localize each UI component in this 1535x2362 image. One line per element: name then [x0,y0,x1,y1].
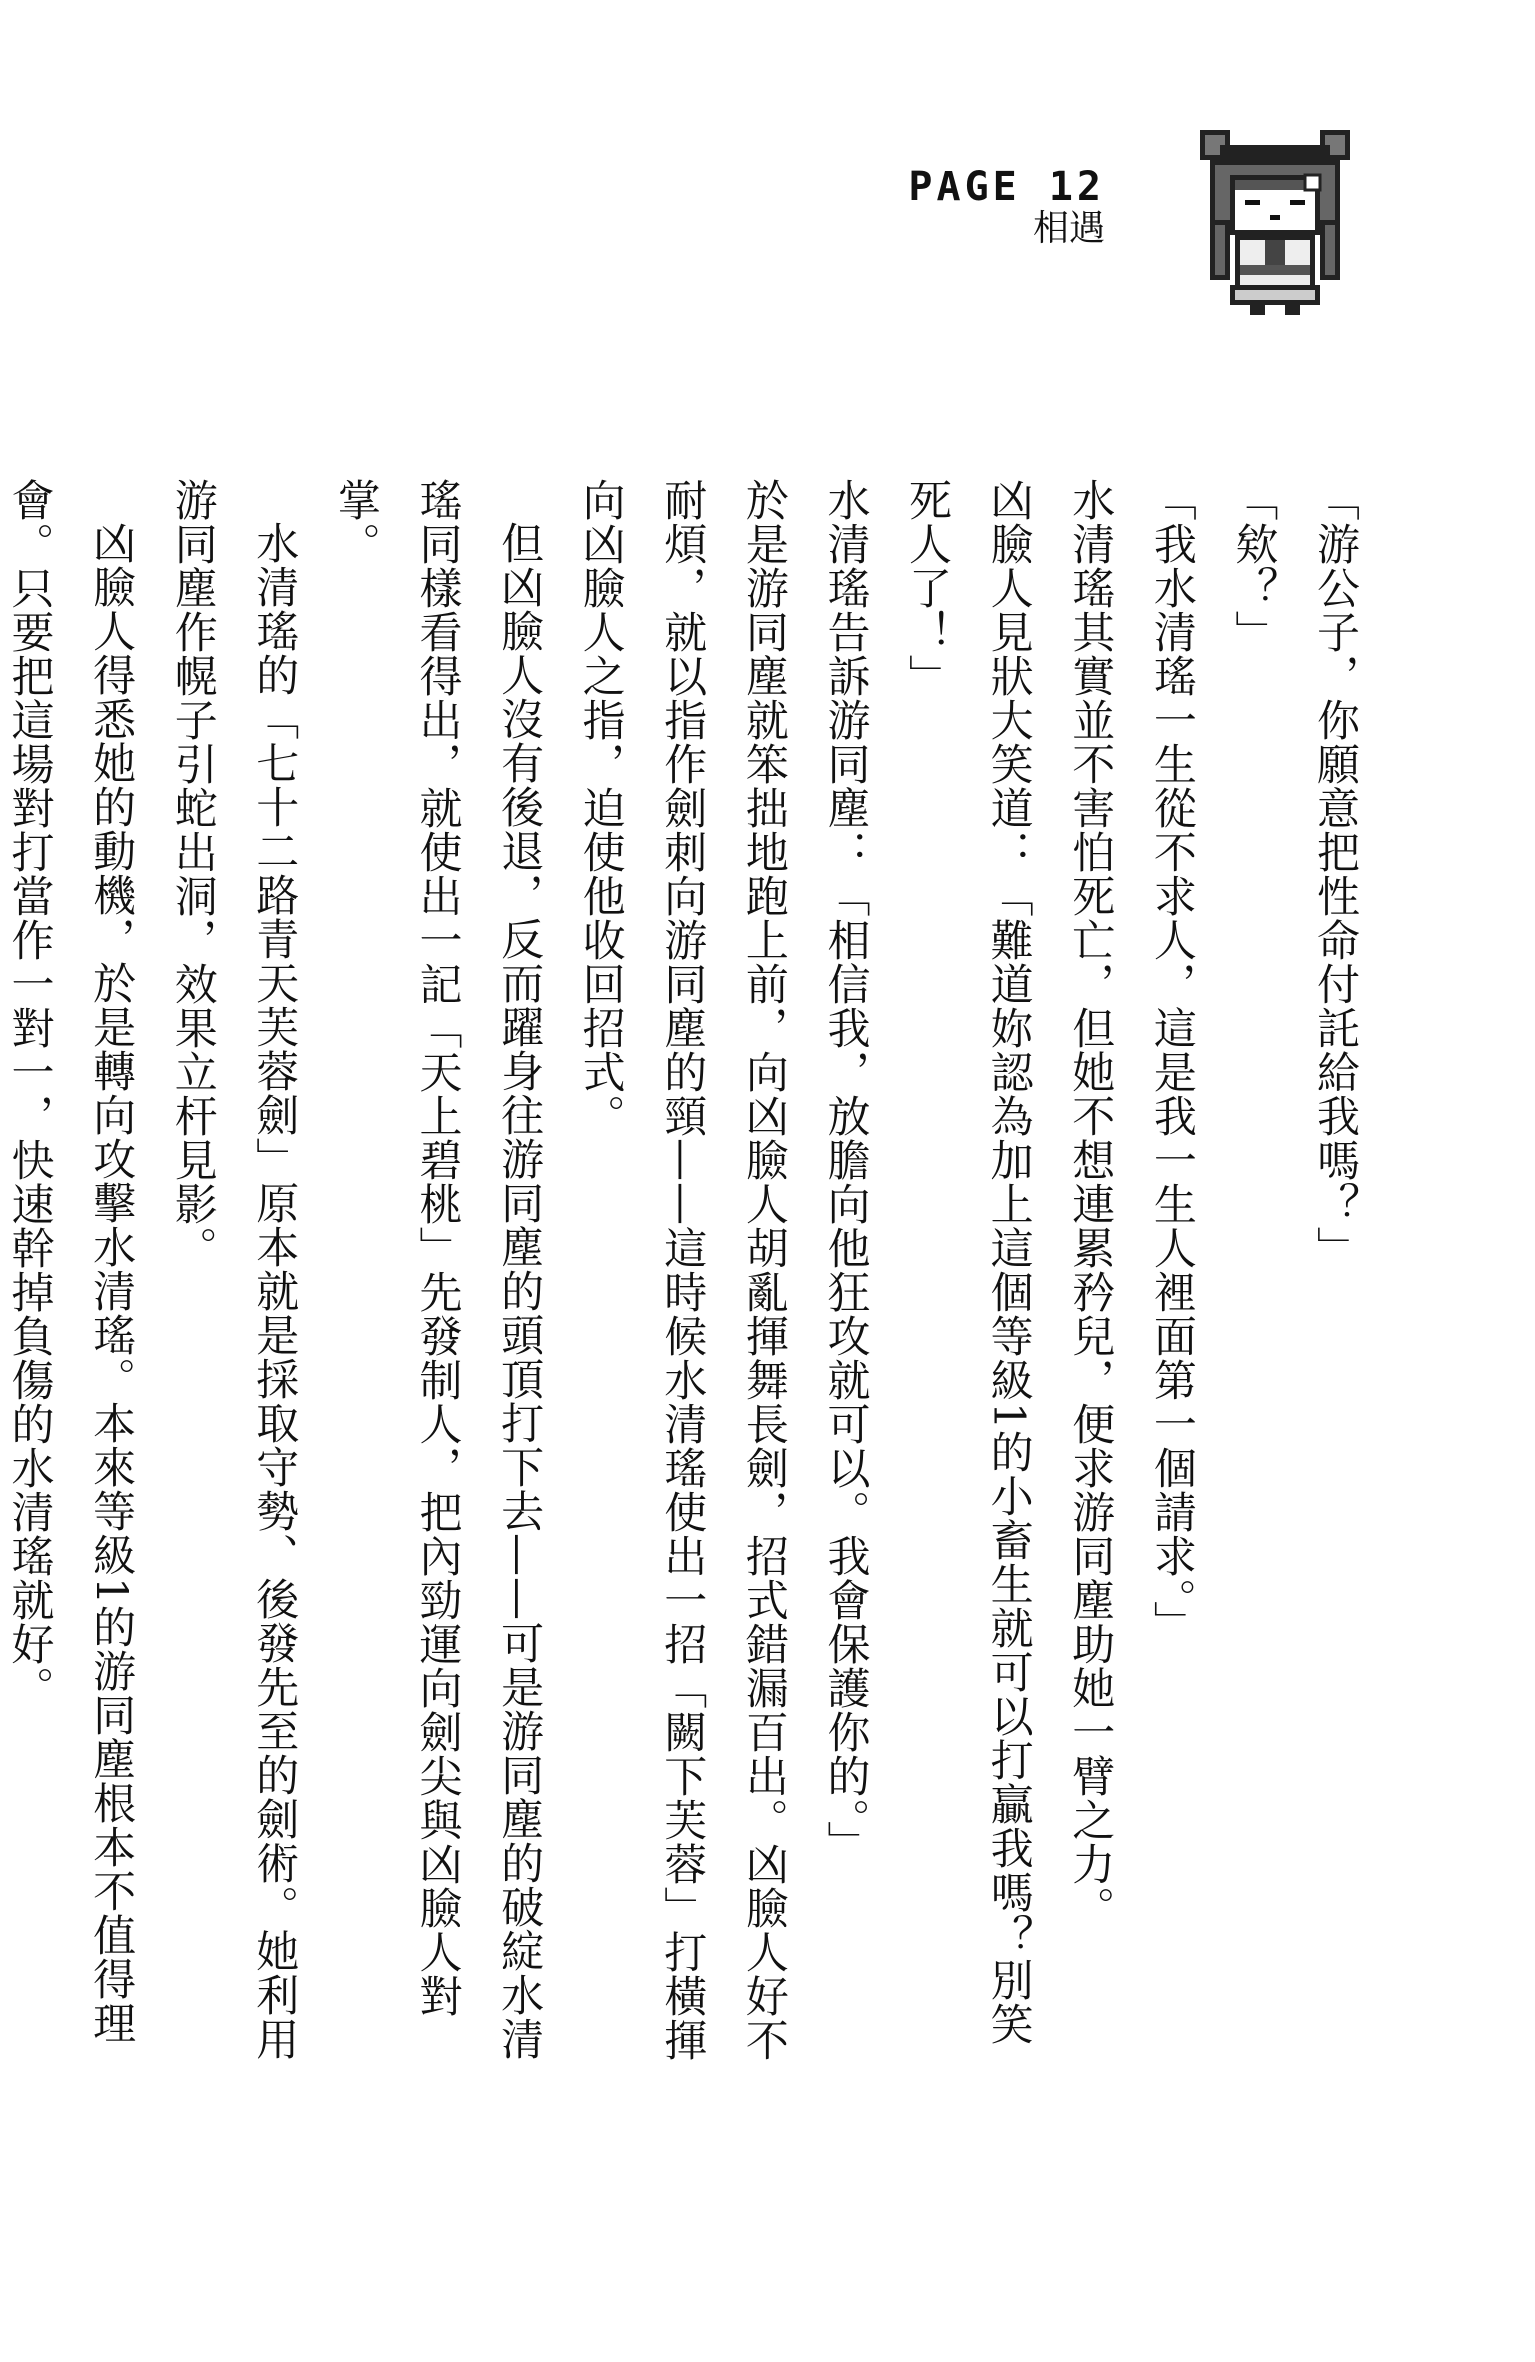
page-header [908,165,1105,249]
paragraph: 「我水清瑤一生從不求人，這是我一生人裡面第一個請求。」 [1146,478,1197,1645]
paragraph: 但凶臉人沒有後退，反而躍身往游同塵的頭頂打下去——可是游同塵的破綻水清瑤同樣看得出，就使出一記「天上碧桃」先發制人，把內勁運向劍尖與凶臉人對掌。 [330,478,545,2061]
page-number-label: PAGE 12 [908,164,1105,210]
body-text [4,478,1375,2088]
pixel-girl-mascot-icon [1180,120,1370,320]
paragraph: 水清瑤告訴游同塵：「相信我，放膽向他狂攻就可以。我會保護你的。」 [820,478,871,1865]
chapter-title: 相遇 [1032,208,1105,249]
paragraph: 水清瑤的「七十二路青天芙蓉劍」原本就是採取守勢、後發先至的劍術。她利用游同塵作幌子引蛇出洞，效果立杆見影。 [167,478,300,2061]
paragraph: 水清瑤其實並不害怕死亡，但她不想連累矜兒，便求游同塵助她一臂之力。 [1065,478,1116,1930]
paragraph: 於是游同塵就笨拙地跑上前，向凶臉人胡亂揮舞長劍，招式錯漏百出。凶臉人好不耐煩，就以指作劍刺向游同塵的頸——這時候水清瑤使出一招「闕下芙蓉」打橫揮向凶臉人之指，迫使他收回招式。 [575,478,789,2062]
paragraph: 凶臉人得悉她的動機，於是轉向攻擊水清瑤。本來等級1的游同塵根本不值得理會。只要把這場對打當作一對一，快速幹掉負傷的水清瑤就好。 [4,478,137,2046]
paragraph: 「游公子，你願意把性命付託給我嗎？」 [1310,478,1360,1270]
paragraph: 凶臉人見狀大笑道：「難道妳認為加上這個等級1的小畜生就可以打贏我嗎？別笑死人了！」 [902,478,1034,2047]
paragraph: 「欸？」 [1228,478,1279,654]
